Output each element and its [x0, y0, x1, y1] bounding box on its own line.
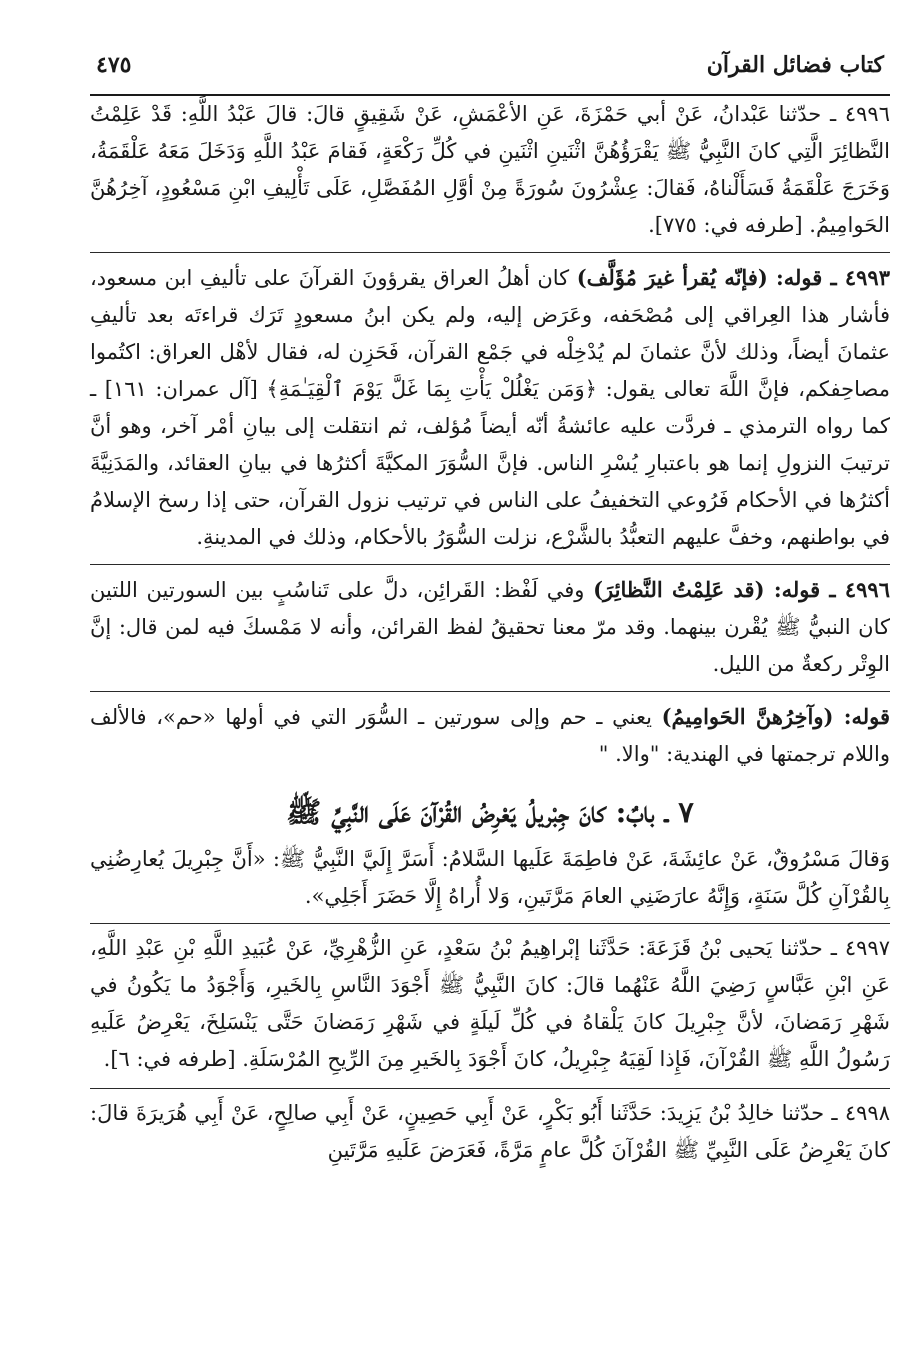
- separator-rule: [90, 564, 890, 565]
- hadith-4997-text: ٤٩٩٧ ـ حدّثنا يَحيى بْنُ قَزَعَةَ: حَدَّثَنا إبْراهِيمُ بْنُ سَعْدٍ، عَنِ الزُّهْرِيِّ، عَنْ عُبَيدِ اللَّهِ بْنِ عَبْدِ اللَّهِ، عَنِ ابْنِ عَبَّاسٍ رَضِيَ اللَّهُ عَنْهُما قالَ: كانَ النَّبِيُّ ﷺ أَجْوَدَ النَّاسِ بِالخَيرِ، وَأَجْوَدُ ما يَكُونُ في شَهْرِ رَمَضانَ، لأنَّ جِبْرِيلَ كانَ يَلْقاهُ في كُلِّ لَيلَةٍ في شَهْرِ رَمَضانَ حَتَّى يَنْسَلِخَ، يَعْرِضُ عَلَيهِ رَسُولُ اللَّهِ ﷺ القُرْآنَ، فَإِذا لَقِيَهُ جِبْرِيلُ، كانَ أَجْوَدَ بِالخَيرِ مِنَ الرِّيحِ المُرْسَلَةِ. [طرفه في: ٦].: [90, 936, 890, 1071]
- separator-rule: [90, 923, 890, 924]
- page-number: ٤٧٥: [96, 52, 132, 78]
- commentary-4996: [90, 571, 890, 683]
- commentary-hawamim-lead: قوله:: [833, 704, 890, 729]
- commentary-4993: [90, 259, 890, 556]
- chapter-intro: وَقالَ مَسْرُوقٌ، عَنْ عائِشَةَ، عَنْ فاطِمَةَ عَلَيها السَّلامُ: أَسَرَّ إِلَيَّ النَّبِيُّ ﷺ: «أَنَّ جِبْرِيلَ يُعارِضُنِي بِالقُرْآنِ كُلَّ سَنَةٍ، وَإِنَّهُ عارَضَنِي العامَ مَرَّتَينِ، وَلا أُراهُ إِلَّا حَضَرَ أَجَلِي».: [90, 847, 890, 908]
- chapter-heading: ٧ ـ بابٌ: كانَ جِبْريلُ يَعْرِضُ القُرْآنَ عَلَى النَّبِيِّ ﷺ: [286, 795, 694, 829]
- separator-rule: [90, 252, 890, 253]
- commentary-hawamim: [90, 698, 890, 773]
- commentary-4993-text: كان أهلُ العراق يقرؤونَ القرآنَ على تأليفِ ابن مسعود، فأشار هذا العِراقي إلى مُصْحَفه، وعَرَض إليه، ولم يكن ابنُ مسعودٍ تَرَك قراءتَه بعد تأليفِ عثمانَ أيضاً، وذلك لأنَّ عثمانَ لم يُدْخِلْه في جَمْع القرآن، فَحَزِن له، فقال لأهْل العراق: اكتُموا مصاحِفكم، فإنَّ اللَّهَ تعالى يقول: ﴿وَمَن يَغْلُلْ يَأْتِ بِمَا غَلَّ يَوْمَ ٱلْقِيَـٰمَةِ﴾ [آل عمران: ١٦١] ـ كما رواه الترمذي ـ فردَّت عليه عائشةُ أنّه أيضاً مُؤلف، ثم انتقلت إلى بيانِ أمْر آخر، وهو أنَّ ترتيبَ النزولِ إنما هو باعتبارِ يُسْرِ الناس. فإنَّ السُّوَرَ المكيَّةَ أكثرُها في بيانِ العقائد، والمَدَنِيَّةَ أكثرُها في الأحكام فَرُوعي التخفيفُ على الناس في ترتيب نزول القرآن، حتى إذا رسخ الإسلامُ في بواطنهم، وخفَّ عليهم التعبُّدُ بالشَّرْع، نزلت السُّوَرُ بالأحكام، وذلك في المدينةِ.: [90, 266, 890, 549]
- running-title: كتاب فضائل القرآن: [706, 52, 884, 78]
- commentary-4996-text: وفي لَفْظ: القَرائِن، دلَّ على تَناسُبٍ بين السورتين اللتين كان النبيُّ ﷺ يُقْرن بينهما. وقد مرّ معنا تحقيقُ لفظ القرائن، وأنه لا مَمْسكَ فيه لمن قال: إنَّ الوِتْر ركعةٌ من الليل.: [90, 578, 890, 676]
- book-page: [90, 52, 890, 1169]
- commentary-4993-quote: (فإنّه يُقرأ غيرَ مُؤَلَّف): [576, 265, 768, 290]
- hadith-4996-text: ٤٩٩٦ ـ حدّثنا عَبْدانُ، عَنْ أبي حَمْزَةَ، عَنِ الأعْمَشِ، عَنْ شَقِيقٍ قالَ: قالَ عَبْدُ اللَّهِ: قَدْ عَلِمْتُ النَّظائِرَ الَّتِي كانَ النَّبِيُّ ﷺ يَقْرَؤُهُنَّ اثْنَينِ اثْنَينِ في كُلِّ رَكْعَةٍ، فَقامَ عَبْدُ اللَّهِ وَدَخَلَ مَعَهُ عَلْقَمَةُ، وَخَرَجَ عَلْقَمَةُ فَسَأَلْناهُ، فَقالَ: عِشْرُونَ سُورَةً مِنْ أوَّلِ المُفَصَّلِ، عَلَى تَأْلِيفِ ابْنِ مَسْعُودٍ، آخِرُهُنَّ الحَوامِيمُ. [طرفه في: ٧٧٥].: [90, 102, 890, 237]
- commentary-4996-lead: ٤٩٩٦ ـ قوله:: [764, 577, 890, 602]
- commentary-4993-lead: ٤٩٩٣ ـ قوله:: [767, 265, 890, 290]
- page-header: [90, 52, 890, 96]
- separator-rule: [90, 1088, 890, 1089]
- commentary-hawamim-quote: (وآخِرُهنَّ الحَوامِيمُ): [661, 704, 834, 729]
- hadith-4998-text: ٤٩٩٨ ـ حدّثنا خالِدُ بْنُ يَزِيدَ: حَدَّثَنا أَبُو بَكْرٍ، عَنْ أَبِي حَصِينٍ، عَنْ أَبِي صالِحٍ، عَنْ أَبِي هُرَيرَةَ قالَ: كانَ يَعْرِضُ عَلَى النَّبِيِّ ﷺ القُرْآنَ كُلَّ عامٍ مَرَّةً، فَعَرَضَ عَلَيهِ مَرَّتَينِ: [90, 1101, 890, 1162]
- commentary-4996-quote: (قد عَلِمْتُ النَّظائِرَ): [593, 577, 765, 602]
- commentary-hawamim-text: يعني ـ حم وإلى سورتين ـ السُّوَر التي في أولها «حم»، فالألف واللام ترجمتها في الهندية: "والا. ": [90, 705, 890, 766]
- separator-rule: [90, 691, 890, 692]
